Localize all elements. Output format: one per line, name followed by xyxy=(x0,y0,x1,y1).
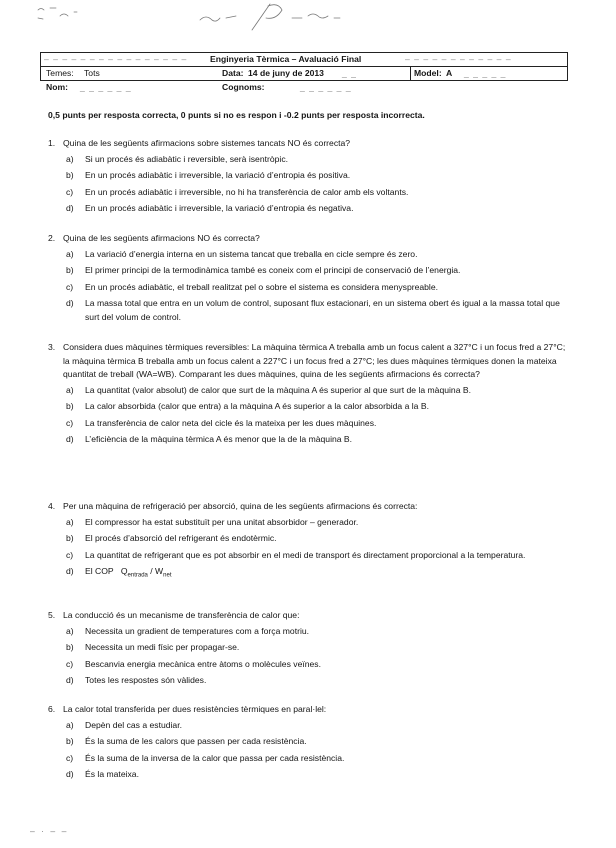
scan-artifact: – · – – xyxy=(30,826,69,836)
option-c[interactable]: c) Bescanvia energia mecànica entre àtoms o molècules veïnes. xyxy=(66,658,321,669)
question-text: La calor total transferida per dues resistències tèrmiques en paral·lel: xyxy=(63,704,327,714)
question-text: La conducció és un mecanisme de transferència de calor que: xyxy=(63,610,300,620)
option-list xyxy=(48,625,568,688)
option-list xyxy=(48,153,568,216)
option-d[interactable]: d) L’eficiència de la màquina tèrmica A és menor que la de la màquina B. xyxy=(66,434,353,445)
option-a[interactable]: a) Depèn del cas a estudiar. xyxy=(66,719,182,730)
option-a[interactable]: a) La variació d’energia interna en un sistema tancat que treballa en cicle sempre és zero. xyxy=(66,248,418,259)
option-c[interactable]: c) La transferència de calor neta del cicle és la mateixa per les dues màquines. xyxy=(66,417,377,428)
option-c[interactable]: c) És la suma de la inversa de la calor que passa per cada resistència. xyxy=(66,752,345,763)
question-5 xyxy=(48,609,568,691)
question-3 xyxy=(48,341,568,450)
question-text: Quina de les següents afirmacions NO és correcta? xyxy=(63,233,260,243)
option-a[interactable]: a) El compressor ha estat substituït per una unitat absorbidor – generador. xyxy=(66,516,359,527)
question-text: Quina de les següents afirmacions sobre sistemes tancats NO és correcta? xyxy=(63,138,351,148)
option-list xyxy=(48,384,568,447)
option-c[interactable]: c) En un procés adiabàtic i irreversible, no hi ha transferència de calor amb els voltants. xyxy=(66,186,409,197)
question-number: 4. xyxy=(48,501,56,511)
option-d[interactable]: d) És la mateixa. xyxy=(66,769,139,780)
question-1 xyxy=(48,137,568,219)
option-a[interactable]: a) La quantitat (valor absolut) de calor que surt de la màquina A és superior al que surt de la màquina B. xyxy=(66,384,471,395)
cognoms-label: Cognoms: xyxy=(222,82,265,92)
question-4 xyxy=(48,500,568,587)
question-text: Per una màquina de refrigeració per absorció, quina de les següents afirmacions és correcta: xyxy=(63,501,418,511)
question-6 xyxy=(48,703,568,785)
date-value: 14 de juny de 2013 xyxy=(248,68,324,78)
question-number: 5. xyxy=(48,610,56,620)
model-value: A xyxy=(446,68,453,78)
exam-title: Enginyeria Tèrmica – Avaluació Final xyxy=(210,54,362,64)
temes-value: Tots xyxy=(84,68,100,78)
cop-formula: $Q_{entrada} / W_{net}$ xyxy=(120,566,172,579)
date-label: Data: xyxy=(222,68,244,78)
model-label: Model: xyxy=(414,68,442,78)
question-number: 6. xyxy=(48,704,56,714)
option-b[interactable]: b) El primer principi de la termodinàmica també es coneix com el principi de conservació de l’energia. xyxy=(66,265,461,276)
option-a[interactable]: a) Necessita un gradient de temperatures com a força motriu. xyxy=(66,625,310,636)
option-d[interactable]: d) La massa total que entra en un volum de control, suposant flux estacionari, en un sistema obert és igual a la massa total que surt del volum de control. xyxy=(66,298,560,322)
question-number: 1. xyxy=(48,138,56,148)
option-list xyxy=(48,719,568,782)
option-d[interactable]: d) El COP $Q_{entrada} / W_{net}$ xyxy=(66,566,172,579)
question-text: Considera dues màquines tèrmiques reversibles: La màquina tèrmica A treballa amb un focus calent a 327°C i un focus fred a 27°C; la màquina tèrmica B treballa amb un focus calent a 227°C i un focus fred a 27°C; les dues màquines tèrmiques donen la mateixa quantitat de treball (WA=WB). Comparant les dues màquines, quina de les següents afirmacions és correcta? xyxy=(63,342,566,379)
option-b[interactable]: b) El procés d’absorció del refrigerant és endotèrmic. xyxy=(66,533,277,544)
question-2 xyxy=(48,232,568,327)
option-c[interactable]: c) En un procés adiabàtic, el treball realitzat pel o sobre el sistema es considera menyspreable. xyxy=(66,281,439,292)
option-list xyxy=(48,516,568,584)
option-b[interactable]: b) En un procés adiabàtic i irreversible, la variació d’entropia és positiva. xyxy=(66,170,351,181)
question-number: 3. xyxy=(48,342,56,352)
exam-header: – – – – – – – – – – – – – – – – Enginyeria Tèrmica – Avaluació Final – – – – – – – – – – – – Temes: Tots Data: 14 de juny de 2013 _ _ Model: A _ _ _ _ _ Nom: _ _ _ _ _ _ Cognoms: _ _ _ _ _ _ xyxy=(40,52,568,94)
option-c[interactable]: c) La quantitat de refrigerant que es pot absorbir en el medi de transport és directament proporcional a la temperatura. xyxy=(66,549,526,560)
option-list xyxy=(48,248,568,324)
handwritten-scribble xyxy=(30,0,370,34)
question-number: 2. xyxy=(48,233,56,243)
option-b[interactable]: b) És la suma de les calors que passen per cada resistència. xyxy=(66,736,307,747)
option-d[interactable]: d) En un procés adiabàtic i irreversible, la variació d’entropia és negativa. xyxy=(66,203,354,214)
option-a[interactable]: a) Si un procés és adiabàtic i reversible, serà isentròpic. xyxy=(66,153,289,164)
option-b[interactable]: b) La calor absorbida (calor que entra) a la màquina A és superior a la calor absorbida a la B. xyxy=(66,401,429,412)
temes-label: Temes: xyxy=(46,68,74,78)
scoring-instructions: 0,5 punts per resposta correcta, 0 punts si no es respon i -0.2 punts per resposta incorrecta. xyxy=(48,110,425,120)
option-d[interactable]: d) Totes les respostes són vàlides. xyxy=(66,675,207,686)
option-b[interactable]: b) Necessita un medi físic per propagar-se. xyxy=(66,642,240,653)
nom-label: Nom: xyxy=(46,82,68,92)
